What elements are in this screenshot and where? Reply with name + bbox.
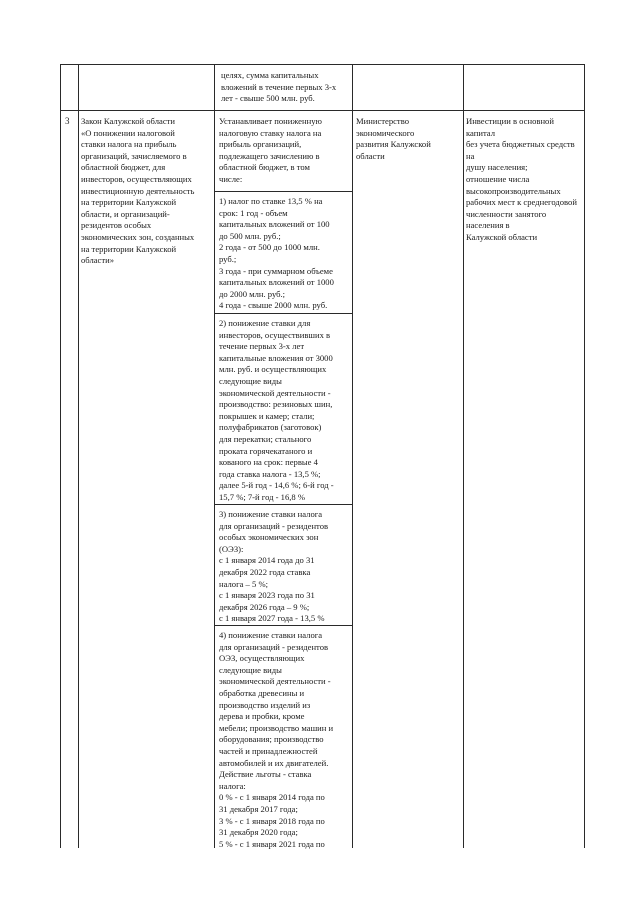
column-border-2	[214, 64, 215, 848]
measure-intro: Устанавливает пониженную налоговую ставку налога на прибыль организаций, подлежащего зачислению в областной бюджет, в том числе:	[219, 116, 322, 184]
table-top-border	[60, 64, 584, 65]
sub-cell-divider-1	[214, 191, 352, 192]
measure-item-1: 1) налог по ставке 13,5 % на срок: 1 год - объем капитальных вложений от 100 до 500 млн. руб.; 2 года - от 500 до 1000 млн. руб.; 3 года - при суммарном объеме капитальных вложений от 1000 до 2000 млн. руб.; 4 года - свыше 2000 млн. руб.	[219, 196, 334, 311]
continuation-text: целях, сумма капитальных вложений в течение первых 3-х лет - свыше 500 млн. руб.	[221, 70, 337, 104]
sub-cell-divider-3	[214, 504, 352, 505]
row-divider	[60, 110, 584, 111]
column-border-1	[78, 64, 79, 848]
column-border-4	[463, 64, 464, 848]
measure-item-2: 2) понижение ставки для инвесторов, осуществивших в течение первых 3-х лет капитальные вложения от 3000 млн. руб. и осуществляющих следующие виды экономической деятельности - производство: резиновых шин, покрышек и камер; стали; полуфабрикатов (заготовок) для перекатки; стального проката горячекатаного и кованого на срок: первые 4 года ставка налога - 13,5 %; далее 5-й год - 14,6 %; 6-й год - 15,7 %; 7-й год - 16,8 %	[219, 318, 334, 502]
sub-cell-divider-4	[214, 625, 352, 626]
column-border-right	[584, 64, 585, 848]
measure-item-4: 4) понижение ставки налога для организаций - резидентов ОЭЗ, осуществляющих следующие виды экономической деятельности - обработка древесины и производство изделий из дерева и пробки, кроме мебели; производство машин и оборудования; производство частей и принадлежностей автомобилей и их двигателей. Действие льготы - ставка налога: 0 % - с 1 января 2014 года по 31 декабря 2017 года; 3 % - с 1 января 2018 года по 31 декабря 2020 года; 5 % - с 1 января 2021 года по	[219, 630, 334, 849]
law-title: Закон Калужской области «О понижении налоговой ставки налога на прибыль организаций, зачисляемого в областной бюджет, для инвесторов, осуществляющих инвестиционную деятельность на территории Калужской области, и организаций- резидентов особых экономических зон, созданных на территории Калужской области»	[81, 116, 195, 266]
row-number: 3	[65, 116, 70, 126]
sub-cell-divider-2	[214, 313, 352, 314]
column-border-3	[352, 64, 353, 848]
target-indicators: Инвестиции в основной капитал без учета бюджетных средств на душу населения; отношение числа высокопроизводительных рабочих мест к среднегодовой численности занятого населения в Калужской области	[466, 116, 577, 242]
responsible-ministry: Министерство экономического развития Калужской области	[356, 116, 431, 161]
column-border-left	[60, 64, 61, 848]
measure-item-3: 3) понижение ставки налога для организаций - резидентов особых экономических зон (ОЭЗ): с 1 января 2014 года до 31 декабря 2022 года ставка налога – 5 %; с 1 января 2023 года по 31 декабря 2026 года – 9 %; с 1 января 2027 года - 13,5 %	[219, 509, 329, 624]
